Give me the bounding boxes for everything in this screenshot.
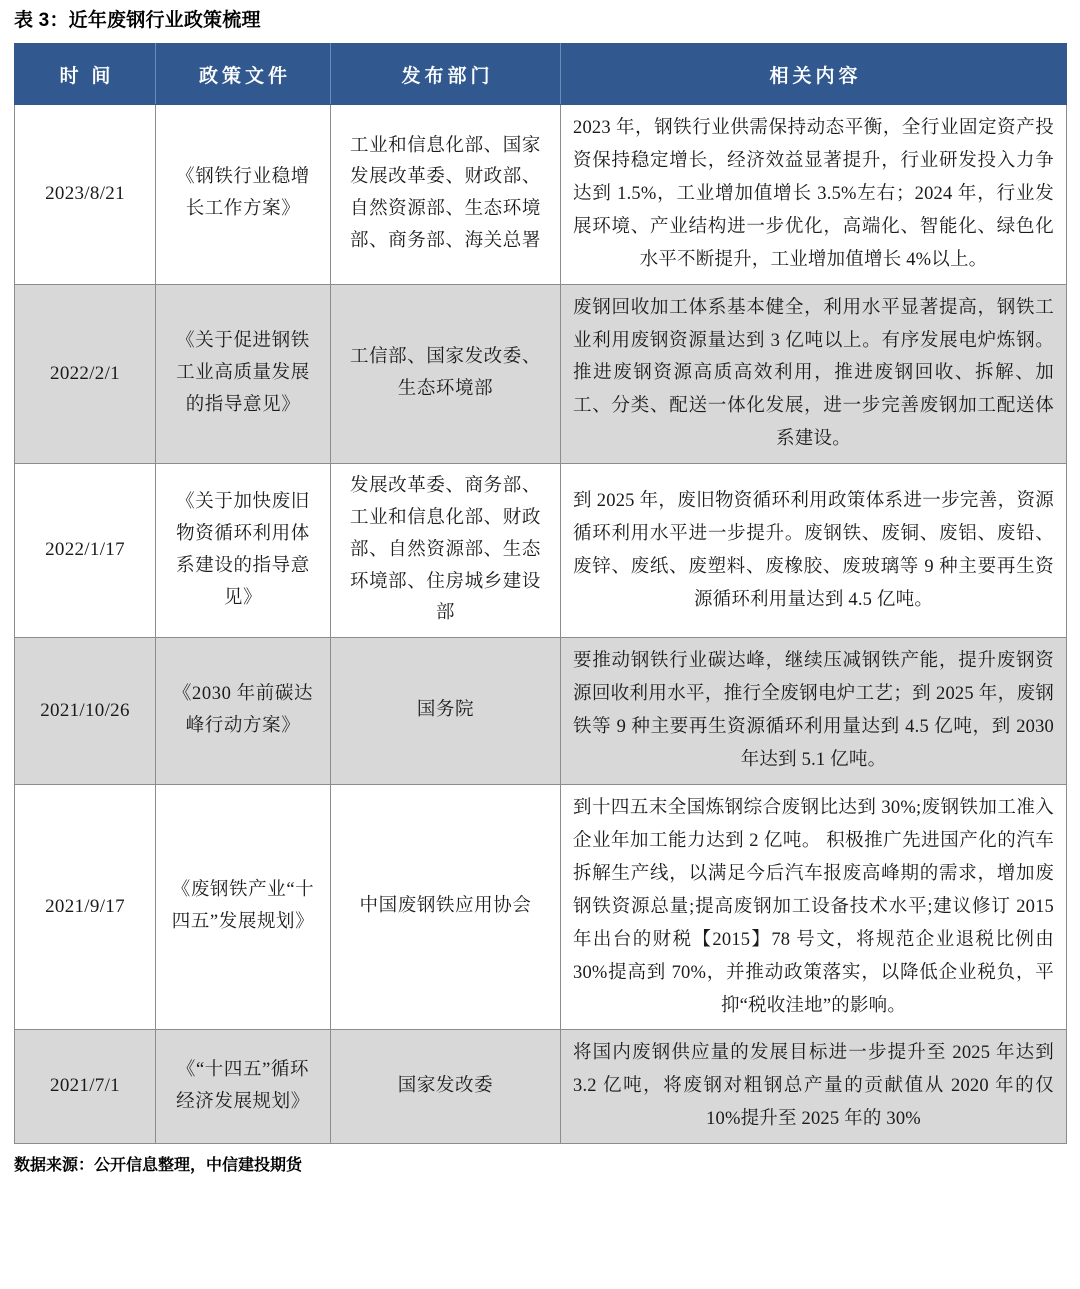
cell-document: 《“十四五”循环经济发展规划》 — [156, 1030, 331, 1144]
table-row — [15, 284, 1067, 464]
column-header-content: 相关内容 — [561, 44, 1067, 105]
cell-time: 2023/8/21 — [15, 105, 156, 285]
cell-department: 发展改革委、商务部、工业和信息化部、财政部、自然资源部、生态环境部、住房城乡建设部 — [331, 464, 561, 638]
table-row — [15, 464, 1067, 638]
table-row — [15, 784, 1067, 1029]
cell-department: 中国废钢铁应用协会 — [331, 784, 561, 1029]
column-header-document: 政策文件 — [156, 44, 331, 105]
cell-document: 《废钢铁产业“十四五”发展规划》 — [156, 784, 331, 1029]
cell-time: 2021/9/17 — [15, 784, 156, 1029]
table-row — [15, 638, 1067, 785]
cell-time: 2022/2/1 — [15, 284, 156, 464]
cell-document: 《关于加快废旧物资循环利用体系建设的指导意见》 — [156, 464, 331, 638]
cell-department: 工信部、国家发改委、生态环境部 — [331, 284, 561, 464]
table-header-row — [15, 44, 1067, 105]
table-body — [15, 105, 1067, 1144]
cell-document: 《钢铁行业稳增长工作方案》 — [156, 105, 331, 285]
table-row — [15, 1030, 1067, 1144]
cell-document: 《关于促进钢铁工业高质量发展的指导意见》 — [156, 284, 331, 464]
cell-document: 《2030 年前碳达峰行动方案》 — [156, 638, 331, 785]
cell-content: 要推动钢铁行业碳达峰，继续压减钢铁产能，提升废钢资源回收利用水平，推行全废钢电炉工艺；到 2025 年，废钢铁等 9 种主要再生资源循环利用量达到 4.5 亿吨，到 2030 年达到 5.1 亿吨。 — [561, 638, 1067, 785]
cell-department: 工业和信息化部、国家发展改革委、财政部、自然资源部、生态环境部、商务部、海关总署 — [331, 105, 561, 285]
cell-content: 废钢回收加工体系基本健全，利用水平显著提高，钢铁工业利用废钢资源量达到 3 亿吨以上。有序发展电炉炼钢。推进废钢资源高质高效利用，推进废钢回收、拆解、加工、分类、配送一体化发展，进一步完善废钢加工配送体系建设。 — [561, 284, 1067, 464]
cell-content: 2023 年，钢铁行业供需保持动态平衡，全行业固定资产投资保持稳定增长，经济效益显著提升，行业研发投入力争达到 1.5%，工业增加值增长 3.5%左右；2024 年，行业发展环境、产业结构进一步优化，高端化、智能化、绿色化水平不断提升，工业增加值增长 4%以上。 — [561, 105, 1067, 285]
cell-content: 到十四五末全国炼钢综合废钢比达到 30%;废钢铁加工准入企业年加工能力达到 2 亿吨。 积极推广先进国产化的汽车拆解生产线，以满足今后汽车报废高峰期的需求，增加废钢铁资源总量;提高废钢加工设备技术水平;建议修订 2015 年出台的财税【2015】78 号文，将规范企业退税比例由 30%提高到 70%，并推动政策落实，以降低企业税负，平抑“税收洼地”的影响。 — [561, 784, 1067, 1029]
cell-department: 国务院 — [331, 638, 561, 785]
cell-content: 到 2025 年，废旧物资循环利用政策体系进一步完善，资源循环利用水平进一步提升。废钢铁、废铜、废铝、废铅、废锌、废纸、废塑料、废橡胶、废玻璃等 9 种主要再生资源循环利用量达到 4.5 亿吨。 — [561, 464, 1067, 638]
cell-content: 将国内废钢供应量的发展目标进一步提升至 2025 年达到 3.2 亿吨，将废钢对粗钢总产量的贡献值从 2020 年的仅 10%提升至 2025 年的 30% — [561, 1030, 1067, 1144]
source-note: 数据来源：公开信息整理，中信建投期货 — [14, 1157, 303, 1175]
column-header-time: 时 间 — [15, 44, 156, 105]
cell-time: 2022/1/17 — [15, 464, 156, 638]
policy-table — [14, 43, 1067, 1144]
table-caption: 表 3：近年废钢行业政策梳理 — [14, 10, 261, 31]
table-header — [15, 44, 1067, 105]
cell-department: 国家发改委 — [331, 1030, 561, 1144]
cell-time: 2021/7/1 — [15, 1030, 156, 1144]
cell-time: 2021/10/26 — [15, 638, 156, 785]
table-row — [15, 105, 1067, 285]
column-header-department: 发布部门 — [331, 44, 561, 105]
